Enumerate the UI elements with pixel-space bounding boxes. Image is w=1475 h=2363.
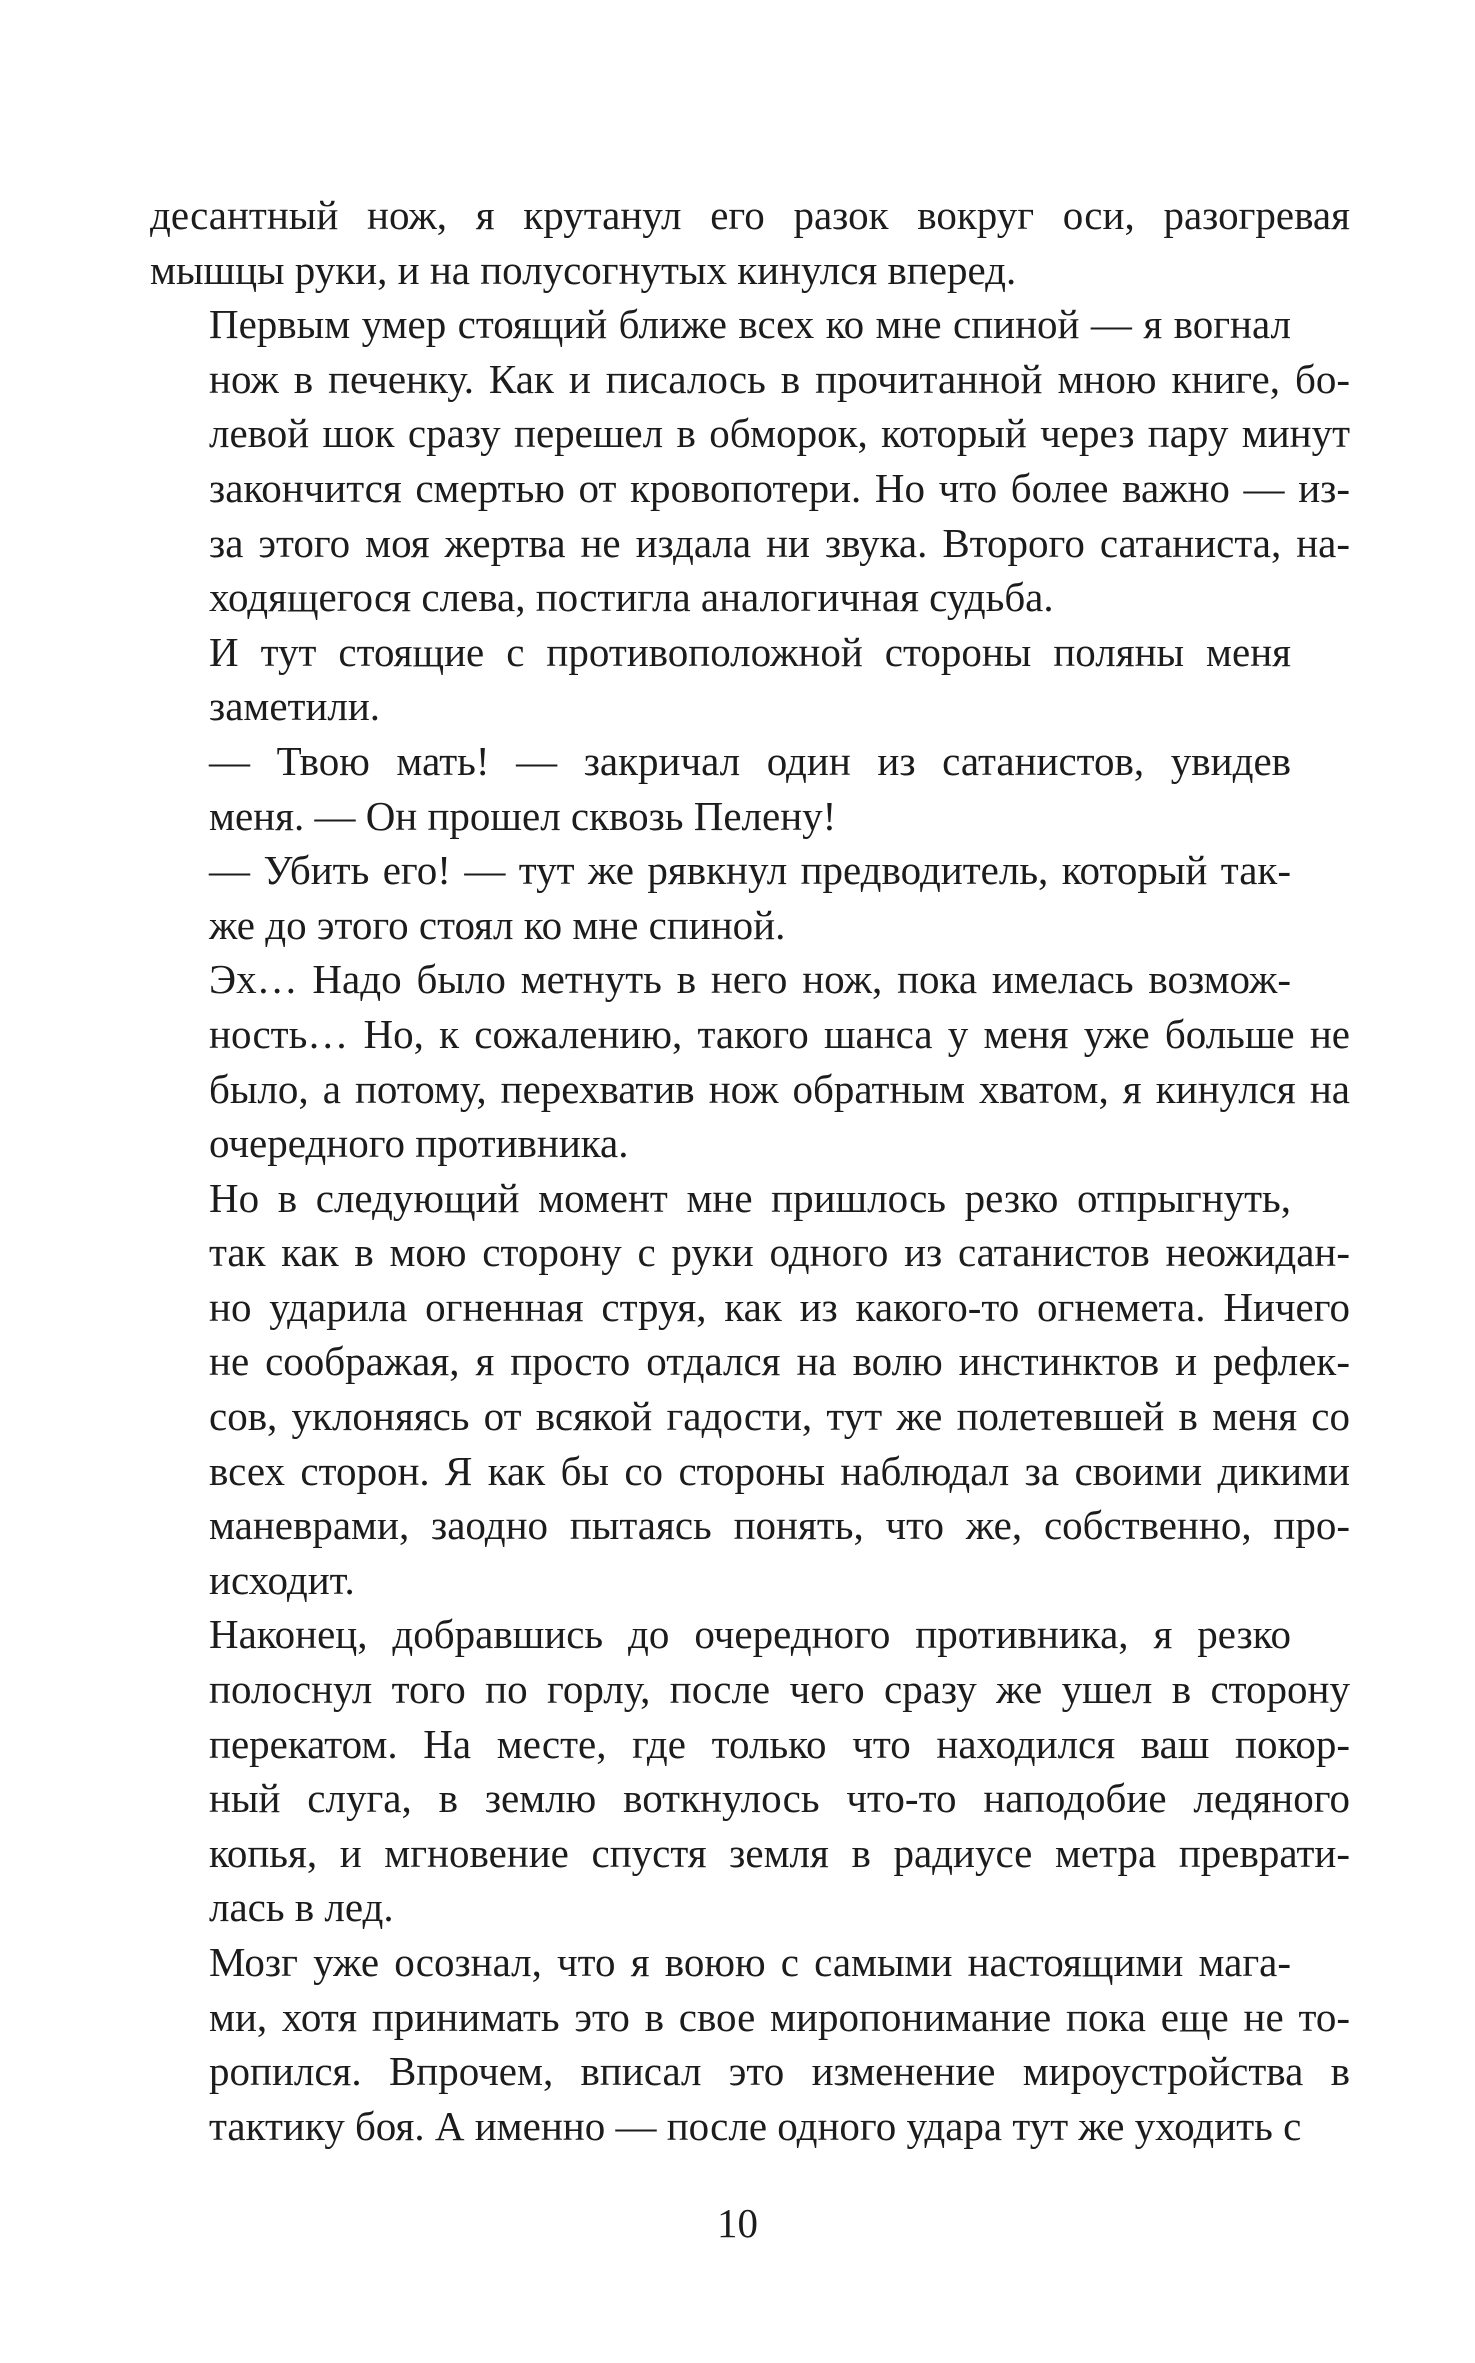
text-line: нож в печенку. Как и писалось в прочитанной мною книге, бо-	[209, 355, 1350, 402]
text-line: Эх… Надо было метнуть в него нож, пока имелась возмож-	[209, 956, 1291, 1003]
text-line: за этого моя жертва не издала ни звука. Второго сатаниста, на-	[209, 519, 1350, 566]
paragraph	[150, 1171, 1350, 1608]
text-line: ходящегося слева, постигла аналогичная судьба.	[209, 574, 1054, 621]
text-line: Но в следующий момент мне пришлось резко отпрыгнуть,	[209, 1174, 1291, 1221]
text-line: ный слуга, в землю воткнулось что-то наподобие ледяного	[209, 1775, 1350, 1822]
text-line: Первым умер стоящий ближе всех ко мне спиной — я вогнал	[209, 301, 1291, 348]
text-line: лась в лед.	[209, 1884, 394, 1931]
text-line: ми, хотя принимать это в свое миропонимание пока еще не то-	[209, 1993, 1350, 2040]
body-text	[150, 188, 1350, 2153]
page-number: 10	[717, 2200, 758, 2246]
paragraph	[150, 1607, 1350, 1935]
text-line: Наконец, добравшись до очередного противника, я резко	[209, 1611, 1291, 1658]
text-line: сов, уклоняясь от всякой гадости, тут же полетевшей в меня со	[209, 1393, 1350, 1440]
paragraph	[150, 625, 1350, 734]
text-line: исходит.	[209, 1556, 355, 1603]
text-line: так как в мою сторону с руки одного из сатанистов неожидан-	[209, 1229, 1350, 1276]
text-line: десантный нож, я крутанул его разок вокруг оси, разогревая	[150, 192, 1350, 238]
text-line: ность… Но, к сожалению, такого шанса у меня уже больше не	[209, 1010, 1350, 1057]
text-line: перекатом. На месте, где только что находился ваш покор-	[209, 1720, 1350, 1767]
text-line: ропился. Впрочем, вписал это изменение мироустройства в	[209, 2048, 1350, 2095]
text-line: левой шок сразу перешел в обморок, который через пару минут	[209, 410, 1350, 457]
paragraph	[150, 952, 1350, 1170]
text-line: полоснул того по горлу, после чего сразу же ушел в сторону	[209, 1666, 1350, 1713]
text-line: заметили.	[209, 683, 381, 730]
text-line: очередного противника.	[209, 1120, 629, 1167]
paragraph	[150, 734, 1350, 843]
paragraph	[150, 188, 1350, 297]
text-line: тактику боя. А именно — после одного удара тут же уходить с	[209, 2102, 1302, 2149]
text-line: же до этого стоял ко мне спиной.	[209, 901, 786, 948]
paragraph	[150, 843, 1350, 952]
paragraph	[150, 1935, 1350, 2153]
text-line: меня. — Он прошел сквозь Пелену!	[209, 792, 837, 839]
text-line: копья, и мгновение спустя земля в радиусе метра преврати-	[209, 1829, 1350, 1876]
text-line: — Убить его! — тут же рявкнул предводитель, который так-	[209, 847, 1291, 894]
text-line: маневрами, заодно пытаясь понять, что же, собственно, про-	[209, 1502, 1350, 1549]
text-line: Мозг уже осознал, что я воюю с самыми настоящими мага-	[209, 1939, 1291, 1985]
text-line: не соображая, я просто отдался на волю инстинктов и рефлек-	[209, 1338, 1350, 1385]
text-line: И тут стоящие с противоположной стороны поляны меня	[209, 628, 1291, 675]
text-line: было, а потому, перехватив нож обратным хватом, я кинулся на	[209, 1065, 1350, 1112]
text-line: всех сторон. Я как бы со стороны наблюдал за своими дикими	[209, 1447, 1350, 1494]
paragraph	[150, 297, 1350, 625]
text-line: — Твою мать! — закричал один из сатанистов, увидев	[209, 737, 1291, 784]
text-line: закончится смертью от кровопотери. Но что более важно — из-	[209, 464, 1350, 511]
text-line: но ударила огненная струя, как из какого-то огнемета. Ничего	[209, 1283, 1350, 1330]
text-line: мышцы руки, и на полусогнутых кинулся вперед.	[150, 246, 1017, 293]
